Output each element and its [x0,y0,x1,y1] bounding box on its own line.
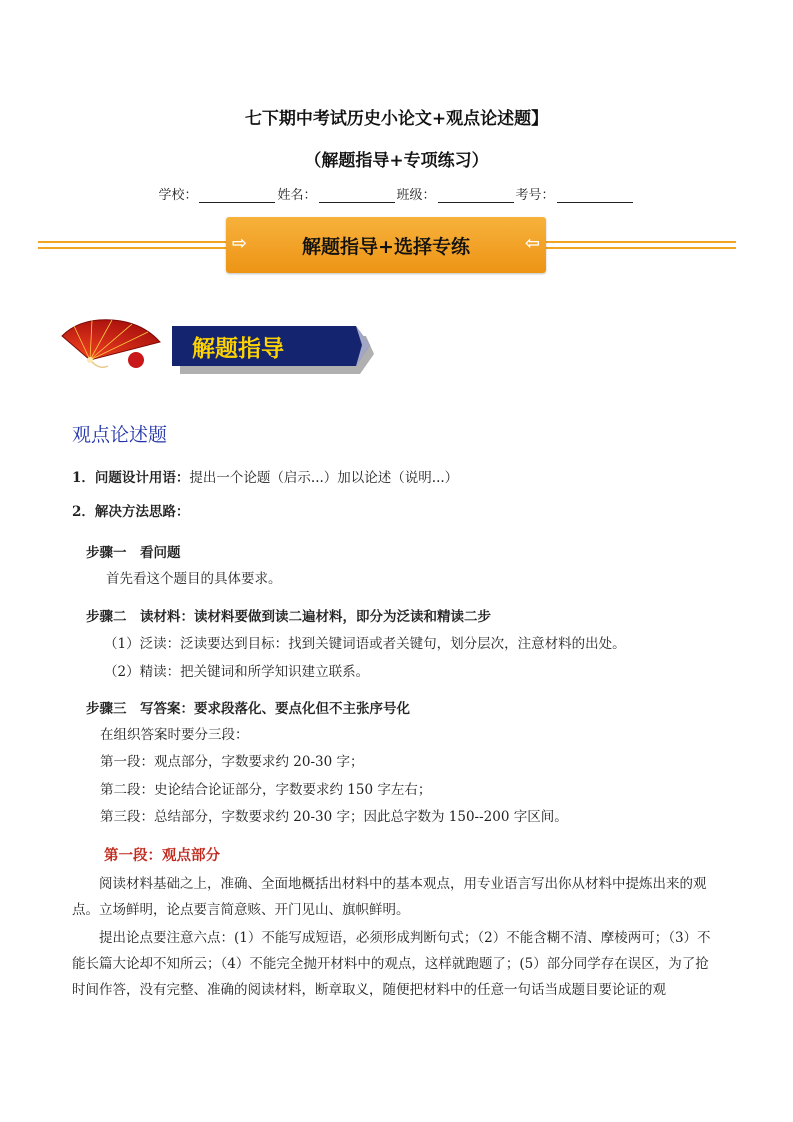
step-3-line-1: 在组织答案时要分三段： [100,727,249,743]
banner-rule-right-top [546,241,736,243]
step-3-title: 步骤三 写答案：要求段落化、要点化但不主张序号化 [86,701,410,717]
part-1-paragraph-2: 提出论点要注意六点：(1）不能写成短语，必须形成判断句式；（2）不能含糊不清、摩棱两可；（3）不能长篇大论却不知所云；（4）不能完全抛开材料中的观点，这样就跑题了；(5）部分同学存在误区，为了抢时间作答，没有完整、准确的阅读材料，断章取义，随便把材料中的任意一句话当成题目要论证的观 [72,930,711,998]
class-label: 班级： [396,188,436,203]
step-3-line-4: 第三段：总结部分，字数要求约 20-30 字；因此总字数为 150--200 字区间。 [100,809,568,825]
banner-rule-left-top [38,241,226,243]
banner-label: 解题指导+选择专练 [302,235,470,258]
step-1-text: 首先看这个题目的具体要求。 [106,571,282,587]
name-label: 姓名： [277,188,317,203]
step-2-line-2: （2）精读：把关键词和所学知识建立联系。 [104,664,370,680]
student-info-line [0,184,793,203]
class-blank[interactable] [438,188,514,203]
banner-rule-left-bottom [38,247,226,249]
arrow-left-icon: ⇦ [524,233,540,254]
step-3-line-3: 第二段：史论结合论证部分，字数要求约 150 字左右； [100,782,432,798]
school-blank[interactable] [199,188,275,203]
step-2-title: 步骤二 读材料：读材料要做到读二遍材料，即分为泛读和精读二步 [86,609,491,625]
banner-rule-right-bottom [546,247,736,249]
part-1-heading: 第一段：观点部分 [104,847,220,864]
item-2: 2．解决方法思路： [72,504,190,520]
item-1 [72,466,458,486]
section-heading: 观点论述题 [72,424,168,446]
item-1-text: 提出一个论题（启示...）加以论述（说明...） [189,470,459,486]
section-tag-label: 解题指导 [192,335,284,362]
folding-fan-icon [60,316,162,370]
name-blank[interactable] [319,188,395,203]
class-field [397,184,516,203]
name-field [277,184,396,203]
section-banner [226,217,546,273]
school-field [158,184,277,203]
step-1-title: 步骤一 看问题 [86,545,181,561]
item-1-prefix: 1．问题设计用语： [72,470,190,486]
step-2-line-1: （1）泛读：泛读要达到目标：找到关键词语或者关键句，划分层次，注意材料的出处。 [104,636,626,652]
exam-number-blank[interactable] [557,188,633,203]
document-subtitle: （解题指导+专项练习） [304,151,489,171]
arrow-right-icon: ⇨ [232,233,248,254]
school-label: 学校： [158,188,198,203]
document-title: 七下期中考试历史小论文+观点论述题】 [244,109,549,129]
exam-number-label: 考号： [515,188,555,203]
part-1-paragraph-1: 阅读材料基础之上，准确、全面地概括出材料中的基本观点，用专业语言写出你从材料中提炼出来的观点。立场鲜明，论点要言简意赅、开门见山、旗帜鲜明。 [72,876,707,918]
exam-number-field [516,184,635,203]
step-3-line-2: 第一段：观点部分，字数要求约 20-30 字； [100,754,364,770]
